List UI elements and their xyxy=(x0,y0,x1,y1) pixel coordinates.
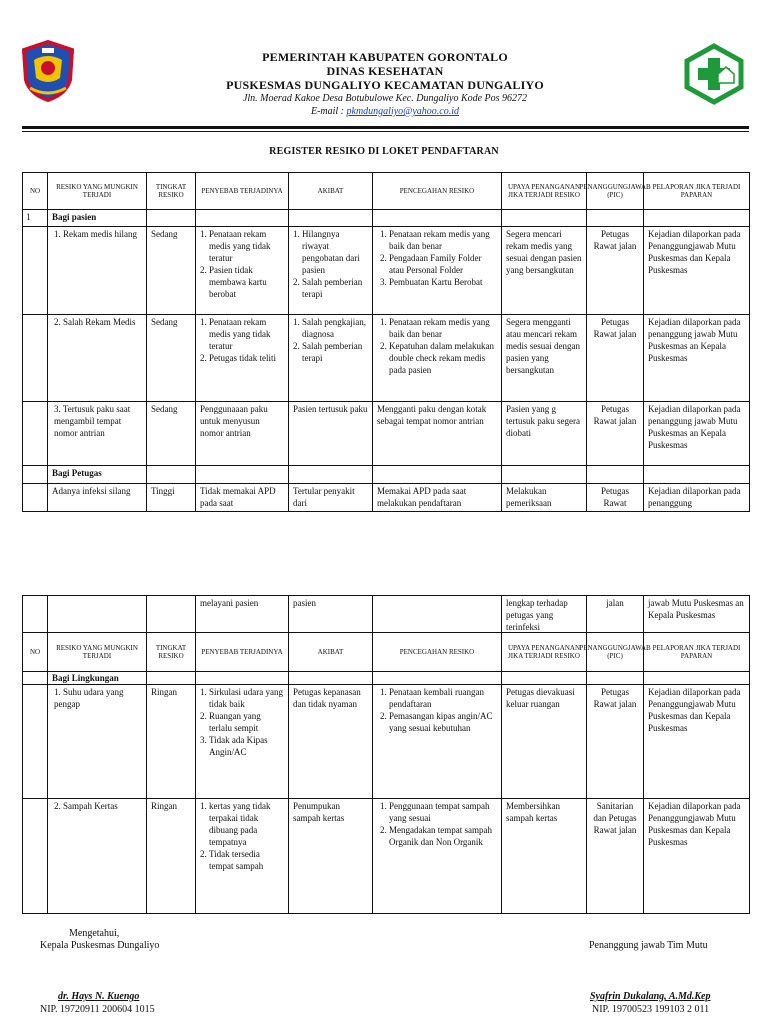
prevention-cell xyxy=(372,684,502,799)
risk-cell: 2. Salah Rekam Medis xyxy=(47,314,147,402)
empty-cell xyxy=(22,483,48,512)
empty-cell xyxy=(195,671,289,685)
effect-cell xyxy=(288,314,373,402)
handling-cell: Segera mencari rekam medis yang sesuai dengan pasien yang bersangkutan xyxy=(501,226,587,315)
signature-head-name xyxy=(58,991,139,1003)
empty-cell xyxy=(146,209,196,227)
col-header-report: PELAPORAN JIKA TERJADI PAPARAN xyxy=(643,172,750,210)
effect-item: 1. Salah pengkajian, diagnosa xyxy=(302,316,368,340)
col-header-prevention: PENCEGAHAN RESIKO xyxy=(372,632,502,672)
risk-cell: Adanya infeksi silang xyxy=(47,483,147,512)
report-cell: Kejadian dilaporkan pada Penanggungjawab Mutu Puskesmas dan Kepala Puskesmas xyxy=(643,226,750,315)
prevention-item: 2. Pengadaan Family Folder atau Personal Folder xyxy=(389,252,497,276)
col-header-risk: RESIKO YANG MUNGKIN TERJADI xyxy=(47,632,147,672)
group-label-staff: Bagi Petugas xyxy=(47,465,147,484)
signature-head-nip: NIP. 19720911 200604 1015 xyxy=(40,1004,155,1015)
col-header-pic: PENANGGUNGJAWAB (PIC) xyxy=(586,632,644,672)
effect-item: 2. Salah pemberian terapi xyxy=(302,340,368,364)
empty-cell xyxy=(372,671,502,685)
empty-cell xyxy=(288,209,373,227)
letterhead-divider-thin xyxy=(22,131,749,132)
handling-cell: Segera mengganti atau mencari rekam medis sesuai dengan pasien yang bersangkutan xyxy=(501,314,587,402)
cause-cell: melayani pasien xyxy=(195,595,289,633)
cause-item: 2. Pasien tidak membawa kartu berobat xyxy=(209,264,284,300)
report-cell: Kejadian dilaporkan pada Penanggungjawab Mutu Puskesmas dan Kepala Puskesmas xyxy=(643,798,750,914)
cause-cell: Tidak memakai APD pada saat xyxy=(195,483,289,512)
col-header-level: TINGKAT RESIKO xyxy=(146,632,196,672)
prevention-item: 2. Pemasangan kipas angin/AC yang sesuai kebutuhan xyxy=(389,710,497,734)
prevention-item: 1. Penataan rekam medis yang baik dan benar xyxy=(389,316,497,340)
cause-item: 1. kertas yang tidak terpakai tidak dibuang pada tempatnya xyxy=(209,800,284,848)
empty-cell xyxy=(643,465,750,484)
col-header-cause: PENYEBAB TERJADINYA xyxy=(195,632,289,672)
col-header-risk: RESIKO YANG MUNGKIN TERJADI xyxy=(47,172,147,210)
handling-cell: Petugas dievakuasi keluar ruangan xyxy=(501,684,587,799)
empty-cell xyxy=(146,465,196,484)
handling-cell: Melakukan pemeriksaan xyxy=(501,483,587,512)
effect-cell: Penumpukan sampah kertas xyxy=(288,798,373,914)
empty-cell xyxy=(372,465,502,484)
document-title: REGISTER RESIKO DI LOKET PENDAFTARAN xyxy=(269,146,499,157)
footer-head-title: Kepala Puskesmas Dungaliyo xyxy=(40,940,160,951)
handling-cell: Membersihkan sampah kertas xyxy=(501,798,587,914)
prevention-item: 1. Penataan rekam medis yang baik dan benar xyxy=(389,228,497,252)
empty-cell xyxy=(501,465,587,484)
empty-cell xyxy=(586,209,644,227)
col-header-level: TINGKAT RESIKO xyxy=(146,172,196,210)
pic-cell: Petugas Rawat jalan xyxy=(586,401,644,466)
cause-cell: Penggunaaan paku untuk menyusun nomor antrian xyxy=(195,401,289,466)
col-header-handling: UPAYA PENANGANAN JIKA TERJADI RESIKO xyxy=(501,632,587,672)
empty-cell xyxy=(47,595,147,633)
report-cell: Kejadian dilaporkan pada penanggung jawab Mutu Puskesmas an Kepala Puskesmas xyxy=(643,314,750,402)
signature-pic-name xyxy=(590,991,710,1003)
empty-cell xyxy=(195,209,289,227)
empty-cell xyxy=(22,401,48,466)
pic-cell: Petugas Rawat jalan xyxy=(586,314,644,402)
cause-item: 3. Tidak ada Kipas Angin/AC xyxy=(209,734,284,758)
group-label-environment: Bagi Lingkungan xyxy=(47,671,147,685)
col-header-effect: AKIBAT xyxy=(288,172,373,210)
prevention-item: 2. Kepatuhan dalam melakukan double check rekam medis pada pasien xyxy=(389,340,497,376)
cause-item: 2. Ruangan yang terlalu sempit xyxy=(209,710,284,734)
cause-item: 2. Tidak tersedia tempat sampah xyxy=(209,848,284,872)
group-label-patients: Bagi pasien xyxy=(47,209,147,227)
col-header-handling: UPAYA PENANGANAN JIKA TERJADI RESIKO xyxy=(501,172,587,210)
level-cell: Ringan xyxy=(146,798,196,914)
letterhead-government: PEMERINTAH KABUPATEN GORONTALO xyxy=(262,50,508,64)
cause-cell xyxy=(195,226,289,315)
empty-cell xyxy=(22,226,48,315)
handling-cell: lengkap terhadap petugas yang terinfeksi xyxy=(501,595,587,633)
empty-cell xyxy=(372,595,502,633)
col-header-no: NO xyxy=(22,172,48,210)
report-cell: Kejadian dilaporkan pada penanggung xyxy=(643,483,750,512)
prevention-cell: Mengganti paku dengan kotak sebagai tempat nomor antrian xyxy=(372,401,502,466)
report-cell: Kejadian dilaporkan pada penanggung jawab Mutu Puskesmas an Kepala Puskesmas xyxy=(643,401,750,466)
effect-cell xyxy=(288,226,373,315)
cause-item: 1. Penataan rekam medis yang tidak teratur xyxy=(209,228,284,264)
col-header-cause: PENYEBAB TERJADINYA xyxy=(195,172,289,210)
empty-cell xyxy=(501,671,587,685)
risk-cell: 1. Suhu udara yang pengap xyxy=(47,684,147,799)
risk-cell: 2. Sampah Kertas xyxy=(47,798,147,914)
pic-cell: Petugas Rawat jalan xyxy=(586,226,644,315)
report-cell: jawab Mutu Puskesmas an Kepala Puskesmas xyxy=(643,595,750,633)
level-cell: Sedang xyxy=(146,401,196,466)
empty-cell xyxy=(146,595,196,633)
col-header-report: PELAPORAN JIKA TERJADI PAPARAN xyxy=(643,632,750,672)
pic-cell: Petugas Rawat jalan xyxy=(586,684,644,799)
letterhead-address: Jln. Moerad Kakoe Desa Botubulowe Kec. Dungaliyo Kode Pos 96272 xyxy=(242,93,528,104)
cause-cell xyxy=(195,684,289,799)
prevention-item: 1. Penataan kembali ruangan pendaftaran xyxy=(389,686,497,710)
empty-cell xyxy=(288,465,373,484)
empty-cell xyxy=(288,671,373,685)
level-cell: Tinggi xyxy=(146,483,196,512)
prevention-cell xyxy=(372,798,502,914)
empty-cell xyxy=(146,671,196,685)
cause-cell xyxy=(195,798,289,914)
empty-cell xyxy=(586,465,644,484)
level-cell: Sedang xyxy=(146,314,196,402)
gorontalo-regency-crest-icon xyxy=(20,40,76,102)
empty-cell xyxy=(22,595,48,633)
prevention-item: 2. Mengadakan tempat sampah Organik dan Non Organik xyxy=(389,824,497,848)
col-header-effect: AKIBAT xyxy=(288,632,373,672)
effect-cell: Pasien tertusuk paku xyxy=(288,401,373,466)
prevention-cell xyxy=(372,314,502,402)
signature-pic-nip: NIP. 19700523 199103 2 011 xyxy=(592,1004,710,1015)
empty-cell xyxy=(22,671,48,685)
empty-cell xyxy=(22,684,48,799)
pic-cell: Petugas Rawat xyxy=(586,483,644,512)
cause-cell xyxy=(195,314,289,402)
letterhead xyxy=(160,50,610,118)
footer-pic-title: Penanggung jawab Tim Mutu xyxy=(589,940,708,951)
handling-cell: Pasien yang g tertusuk paku segera diobati xyxy=(501,401,587,466)
email-label: E-mail : xyxy=(310,106,347,117)
col-header-no: NO xyxy=(22,632,48,672)
report-cell: Kejadian dilaporkan pada Penanggungjawab Mutu Puskesmas dan Kepala Puskesmas xyxy=(643,684,750,799)
letterhead-agency: DINAS KESEHATAN xyxy=(326,64,444,78)
letterhead-divider-thick xyxy=(22,126,749,129)
email-link[interactable]: pkmdungaliyo@yahoo.co.id xyxy=(346,106,460,117)
effect-cell: Tertular penyakit dari xyxy=(288,483,373,512)
footer-known-label: Mengetahui, xyxy=(69,928,120,939)
effect-cell: Petugas kepanasan dan tidak nyaman xyxy=(288,684,373,799)
empty-cell xyxy=(643,209,750,227)
empty-cell xyxy=(22,798,48,914)
prevention-cell: Memakai APD pada saat melakukan pendaftaran xyxy=(372,483,502,512)
empty-cell xyxy=(22,465,48,484)
empty-cell xyxy=(586,671,644,685)
risk-cell: 3. Tertusuk paku saat mengambil tempat nomor antrian xyxy=(47,401,147,466)
cause-item: 1. Sirkulasi udara yang tidak baik xyxy=(209,686,284,710)
effect-cell: pasien xyxy=(288,595,373,633)
col-header-pic: PENANGGUNGJAWAB (PIC) xyxy=(586,172,644,210)
row-number: 1 xyxy=(22,209,48,227)
level-cell: Ringan xyxy=(146,684,196,799)
puskesmas-logo-icon xyxy=(683,43,745,105)
empty-cell xyxy=(372,209,502,227)
effect-item: 1. Hilangnya riwayat pengobatan dari pasien xyxy=(302,228,368,276)
cause-item: 1. Penataan rekam medis yang tidak teratur xyxy=(209,316,284,352)
letterhead-email xyxy=(160,105,610,118)
col-header-prevention: PENCEGAHAN RESIKO xyxy=(372,172,502,210)
prevention-item: 3. Pembuatan Kartu Berobat xyxy=(389,276,497,288)
prevention-cell xyxy=(372,226,502,315)
empty-cell xyxy=(643,671,750,685)
risk-cell: 1. Rekam medis hilang xyxy=(47,226,147,315)
effect-item: 2. Salah pemberian terapi xyxy=(302,276,368,300)
pic-cell: jalan xyxy=(586,595,644,633)
level-cell: Sedang xyxy=(146,226,196,315)
cause-item: 2. Petugas tidak teliti xyxy=(209,352,284,364)
prevention-item: 1. Penggunaan tempat sampah yang sesuai xyxy=(389,800,497,824)
empty-cell xyxy=(195,465,289,484)
letterhead-puskesmas: PUSKESMAS DUNGALIYO KECAMATAN DUNGALIYO xyxy=(226,78,544,92)
pic-name-text: Syafrin Dukalang, A.Md.Kep xyxy=(590,991,711,1002)
empty-cell xyxy=(22,314,48,402)
empty-cell xyxy=(501,209,587,227)
pic-cell: Sanitarian dan Petugas Rawat jalan xyxy=(586,798,644,914)
head-name-text: dr. Hays N. Kuengo xyxy=(58,991,140,1002)
